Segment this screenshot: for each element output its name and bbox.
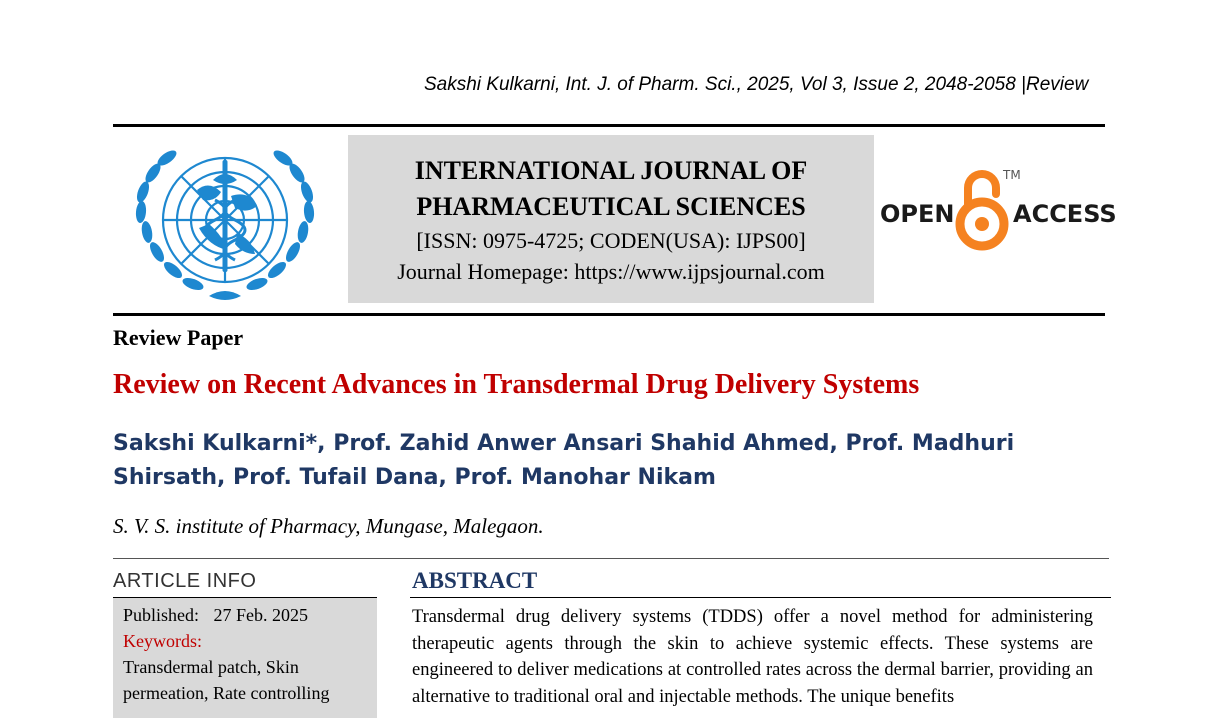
masthead-rule [113, 313, 1105, 316]
article-title: Review on Recent Advances in Transdermal Drug Delivery Systems [113, 369, 920, 400]
page-citation: Sakshi Kulkarni, Int. J. of Pharm. Sci., 2025, Vol 3, Issue 2, 2048-2058 |Review [424, 74, 1089, 95]
article-authors: Sakshi Kulkarni*, Prof. Zahid Anwer Ansari Shahid Ahmed, Prof. Madhuri Shirsath, Prof. Tufail Dana, Prof. Manohar Nikam [113, 431, 1015, 490]
article-info-heading: ARTICLE INFO [113, 570, 257, 592]
open-access-lock-icon [954, 166, 1010, 252]
published-date: 27 Feb. 2025 [213, 605, 309, 625]
journal-name-line2: PHARMACEUTICAL SCIENCES [416, 192, 806, 221]
article-affiliation: S. V. S. institute of Pharmacy, Mungase, Malegaon. [113, 514, 544, 538]
open-access-left-text: OPEN [880, 200, 955, 228]
published-row [123, 602, 367, 628]
abstract-text: Transdermal drug delivery systems (TDDS) offer a novel method for administering therapeutic agents through the skin to achieve systemic effects. These systems are engineered to deliver medications at controlled rates across the dermal barrier, providing an alternative to traditional oral and injectable methods. The unique benefits [412, 607, 1093, 707]
open-access-logo [880, 166, 1117, 254]
article-type: Review Paper [113, 325, 244, 350]
abstract-rule [410, 597, 1111, 598]
journal-homepage: Journal Homepage: https://www.ijpsjournal.com [397, 259, 825, 284]
published-label: Published: [123, 605, 200, 625]
journal-masthead [348, 135, 874, 303]
journal-name-line1: INTERNATIONAL JOURNAL OF [414, 156, 808, 185]
header-rule [113, 124, 1105, 127]
article-info-box [113, 598, 377, 718]
open-access-tm: TM [1003, 168, 1021, 182]
keywords-text: Transdermal patch, Skin permeation, Rate controlling [123, 657, 330, 703]
keywords-label: Keywords: [123, 631, 202, 651]
abstract-heading: ABSTRACT [412, 568, 538, 593]
section-rule [113, 558, 1109, 559]
journal-issn: [ISSN: 0975-4725; CODEN(USA): IJPS00] [416, 228, 806, 253]
open-access-right-text: ACCESS [1013, 200, 1117, 228]
un-wreath-logo-icon [127, 140, 323, 306]
